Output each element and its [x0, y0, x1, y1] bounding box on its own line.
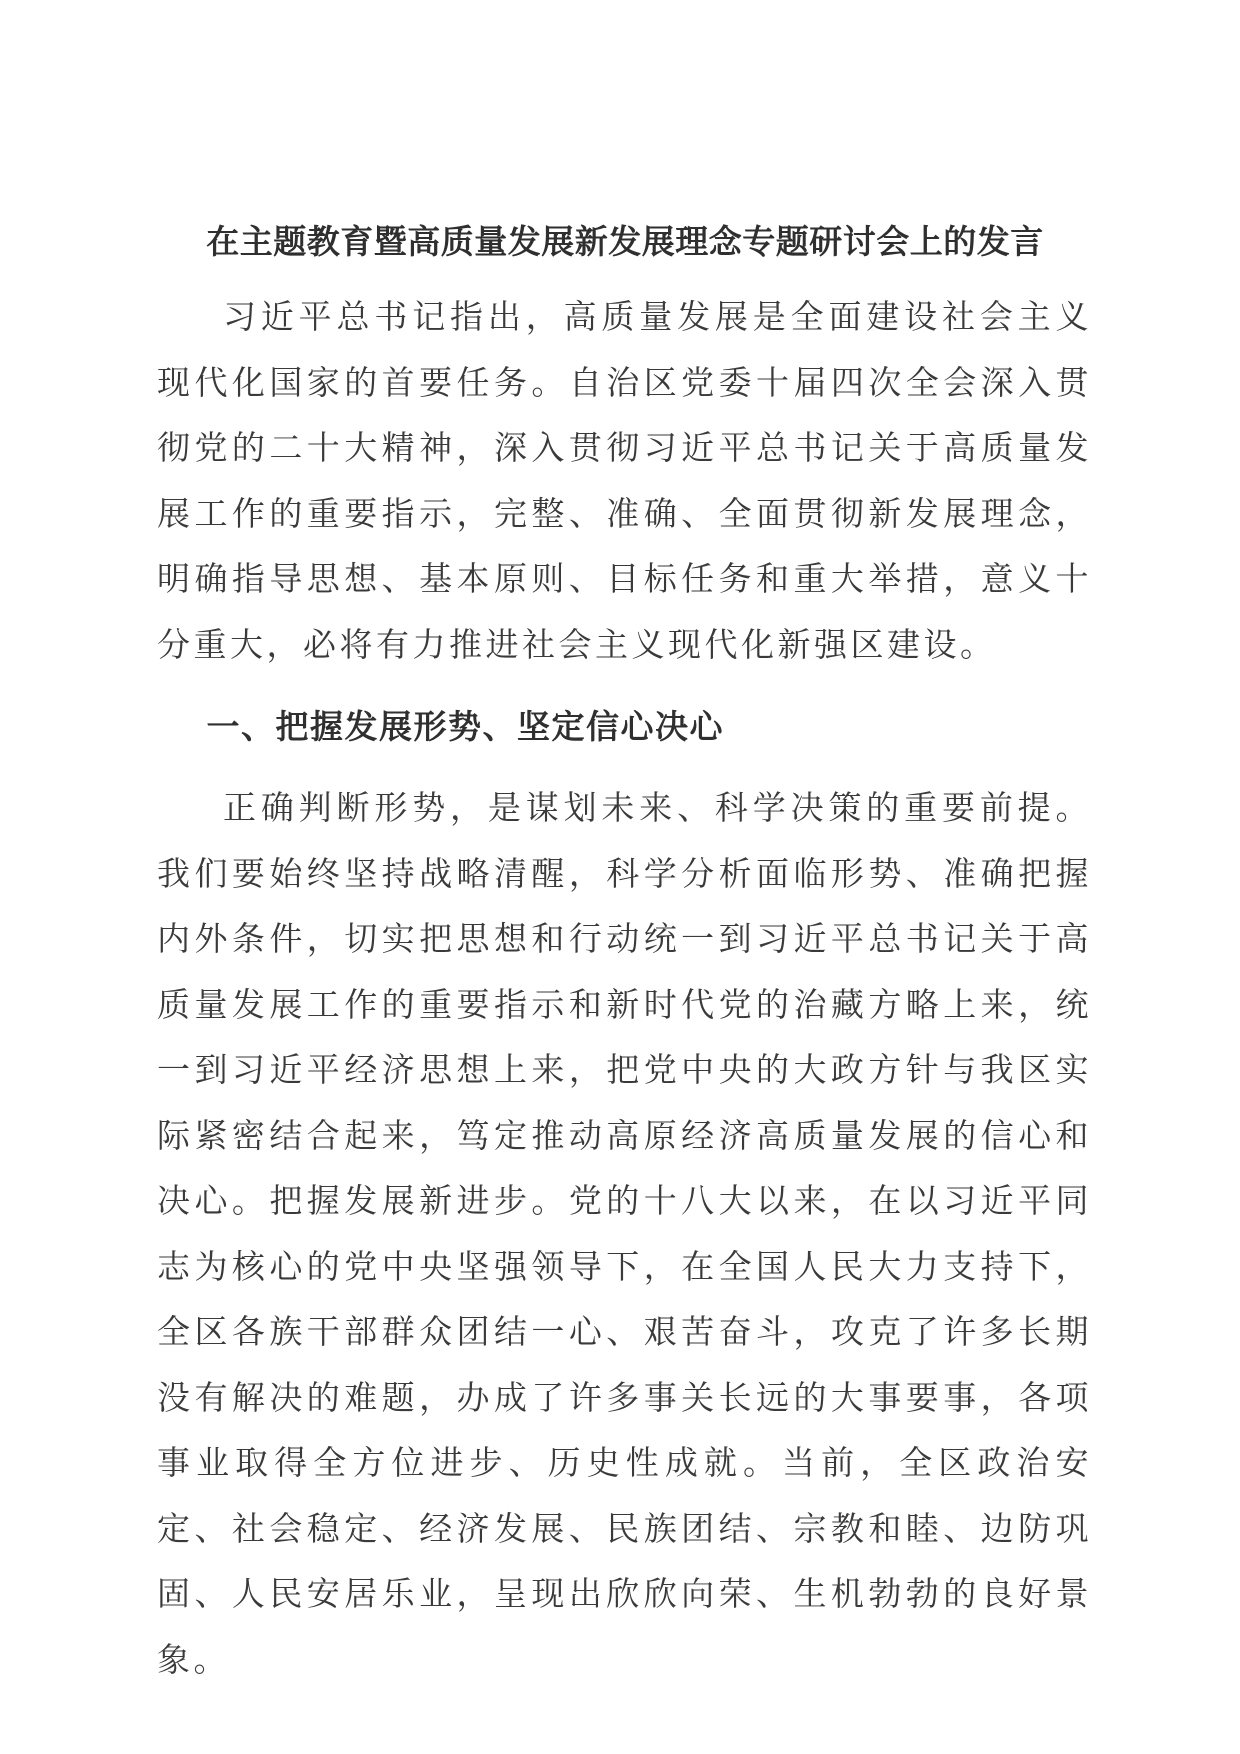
section-paragraph: 正确判断形势，是谋划未来、科学决策的重要前提。我们要始终坚持战略清醒，科学分析面临形势、准确把握内外条件，切实把思想和行动统一到习近平总书记关于高质量发展工作的重要指示和新时代党的治藏方略上来，统一到习近平经济思想上来，把党中央的大政方针与我区实际紧密结合起来，笃定推动高原经济高质量发展的信心和决心。把握发展新进步。党的十八大以来，在以习近平同志为核心的党中央坚强领导下，在全国人民大力支持下，全区各族干部群众团结一心、艰苦奋斗，攻克了许多长期没有解决的难题，办成了许多事关长远的大事要事，各项事业取得全方位进步、历史性成就。当前，全区政治安定、社会稳定、经济发展、民族团结、宗教和睦、边防巩固、人民安居乐业，呈现出欣欣向荣、生机勃勃的良好景象。: [157, 788, 1092, 1679]
document-body: [157, 222, 1092, 1692]
document-title: 在主题教育暨高质量发展新发展理念专题研讨会上的发言: [206, 222, 1044, 261]
section-heading: 一、把握发展形势、坚定信心决心: [206, 707, 724, 746]
intro-paragraph: 习近平总书记指出，高质量发展是全面建设社会主义现代化国家的首要任务。自治区党委十届四次全会深入贯彻党的二十大精神，深入贯彻习近平总书记关于高质量发展工作的重要指示，完整、准确、全面贯彻新发展理念，明确指导思想、基本原则、目标任务和重大举措，意义十分重大，必将有力推进社会主义现代化新强区建设。: [157, 297, 1092, 664]
